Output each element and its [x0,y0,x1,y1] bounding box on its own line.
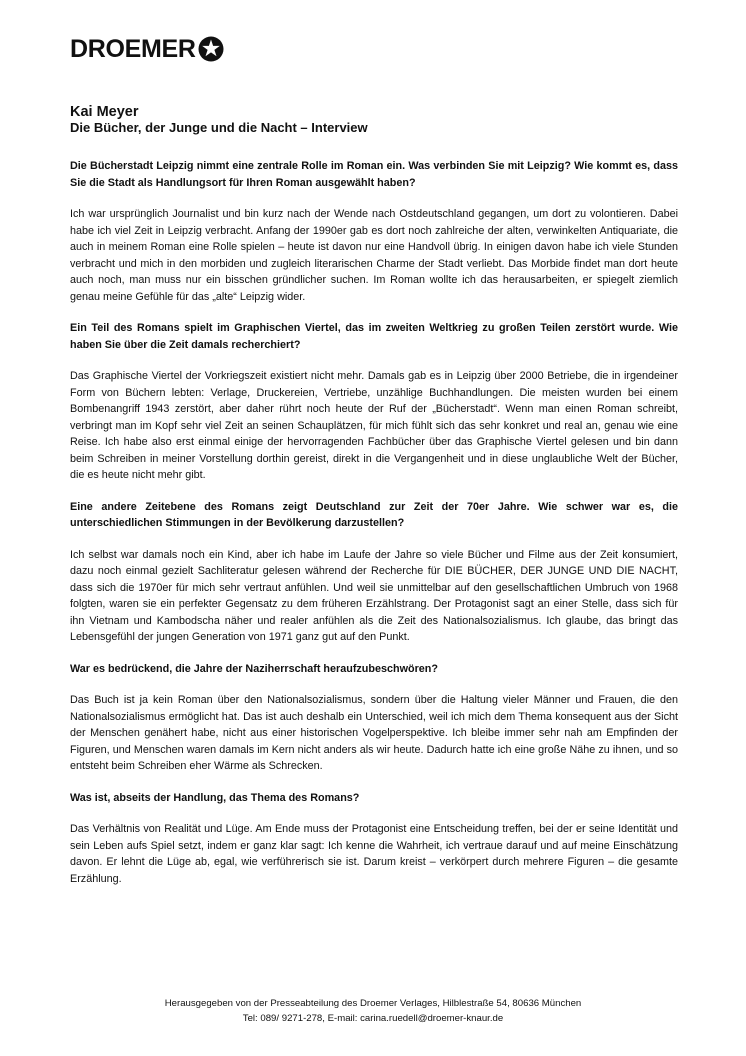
interview-body [70,158,678,902]
interview-answer: Das Graphische Viertel der Vorkriegszeit existiert nicht mehr. Damals gab es in Leipzig über 2000 Betriebe, die in irgendeiner Form von Büchern lebten: Verlage, Druckereien, Vertriebe, unzählige Buchhandlungen. Die meisten wurden bei einem Bombenangriff 1943 zerstört, aber daher rührt noch heute der Ruf der „Bücherstadt“. Wenn man einen Roman schreibt, verbringt man im Kopf sehr viel Zeit an seinen Schauplätzen, für mich fühlt sich das sehr konkret und real an, genau wie eine Reise. Ich habe also erst einmal einige der hervorragenden Fachbücher über das Graphische Viertel gelesen und bin dann beim Schreiben in meiner Vorstellung dorthin gereist, direkt in die Vergangenheit und in diese unglaubliche Welt der Bücher, die es heute nicht mehr gibt. [70,370,678,481]
interview-question: Was ist, abseits der Handlung, das Thema des Romans? [70,791,360,804]
interview-answer: Ich selbst war damals noch ein Kind, aber ich habe im Laufe der Jahre so viele Bücher und Filme aus der Zeit konsumiert, dazu noch einmal gezielt Sachliteratur gelesen während der Recherche für DIE BÜCHER, DER JUNGE UND DIE NACHT, dass sich die 1970er für mich sehr vertraut anfühlen. Und weil sie unmittelbar auf den gesellschaftlichen Umbruch von 1968 folgten, waren sie ein perfekter Gegensatz zu dem früheren Erzählstrang. Der Protagonist sagt an einer Stelle, dass sich für ihn Vietnam und Kambodscha näher und realer anfühlen als die Zeit des Nationalsozialismus. Ich glaube, das bringt das Lebensgefühl der jungen Generation von 1971 ganz gut auf den Punkt. [70,548,678,643]
interview-answer: Das Buch ist ja kein Roman über den Nationalsozialismus, sondern über die Haltung vieler Männer und Frauen, die den Nationalsozialismus ermöglicht hat. Das ist auch deshalb ein Unterschied, weil ich mich dem Thema konsequent aus der Sicht der Menschen genähert habe, nicht aus einer historischen Vogelperspektive. Ich bleibe immer sehr nah am Empfinden der Figuren, und Menschen waren damals im Kern nicht anders als wir heute. Dadurch hatte ich eine große Nähe zu ihnen, und so entsteht beim Schreiben eher Wärme als Schrecken. [70,694,678,772]
interview-question: Eine andere Zeitebene des Romans zeigt Deutschland zur Zeit der 70er Jahre. Wie schwer war es, die unterschiedlichen Stimmungen in der Bevölkerung darzustellen? [70,500,678,529]
document-title: Die Bücher, der Junge und die Nacht – Interview [70,120,368,135]
page-footer [0,997,746,1026]
logo-text: DROEMER [70,35,196,63]
footer-address: Herausgegeben von der Presseabteilung des Droemer Verlages, Hilblestraße 54, 80636 München [164,998,582,1009]
star-circle-icon [198,36,224,62]
interview-answer: Das Verhältnis von Realität und Lüge. Am Ende muss der Protagonist eine Entscheidung treffen, bei der er seine Identität und sein Leben aufs Spiel setzt, indem er ganz klar sagt: Ich kenne die Wahrheit, ich vertraue darauf und auf meine Einschätzung davon. Er lehnt die Lüge ab, egal, wie verführerisch sie ist. Darum kreist – verkörpert durch mehrere Figuren – die gesamte Erzählung. [70,823,678,885]
footer-contact: Tel: 089/ 9271-278, E-mail: carina.ruedell@droemer-knaur.de [242,1012,504,1024]
interview-question: Ein Teil des Romans spielt im Graphischen Viertel, das im zweiten Weltkrieg zu großen Teilen zerstört wurde. Wie haben Sie über die Zeit damals recherchiert? [70,322,678,351]
interview-question: Die Bücherstadt Leipzig nimmt eine zentrale Rolle im Roman ein. Was verbinden Sie mit Leipzig? Wie kommt es, dass Sie die Stadt als Handlungsort für Ihren Roman ausgewählt haben? [70,160,678,189]
interview-question: War es bedrückend, die Jahre der Naziherrschaft heraufzubeschwören? [70,662,439,675]
author-name: Kai Meyer [70,104,139,120]
publisher-logo [70,34,224,64]
interview-answer: Ich war ursprünglich Journalist und bin kurz nach der Wende nach Ostdeutschland gegangen, um dort zu volontieren. Dabei habe ich viel Zeit in Leipzig verbracht. Anfang der 1990er gab es dort noch zahlreiche der alten, verwinkelten Antiquariate, die auch in meinem Roman eine Rolle spielen – heute ist davon nur eine Handvoll übrig. In einigen davon habe ich viele Stunden verbracht und mich in den morbiden und zugleich literarischen Charme der Stadt verliebt. Das Morbide findet man dort heute auch noch, man muss nur ein bisschen gründlicher suchen. Im Roman wollte ich das herausarbeiten, er spiegelt ziemlich genau meine Gefühle für das „alte“ Leipzig wider. [70,208,678,303]
document-header [70,104,680,136]
